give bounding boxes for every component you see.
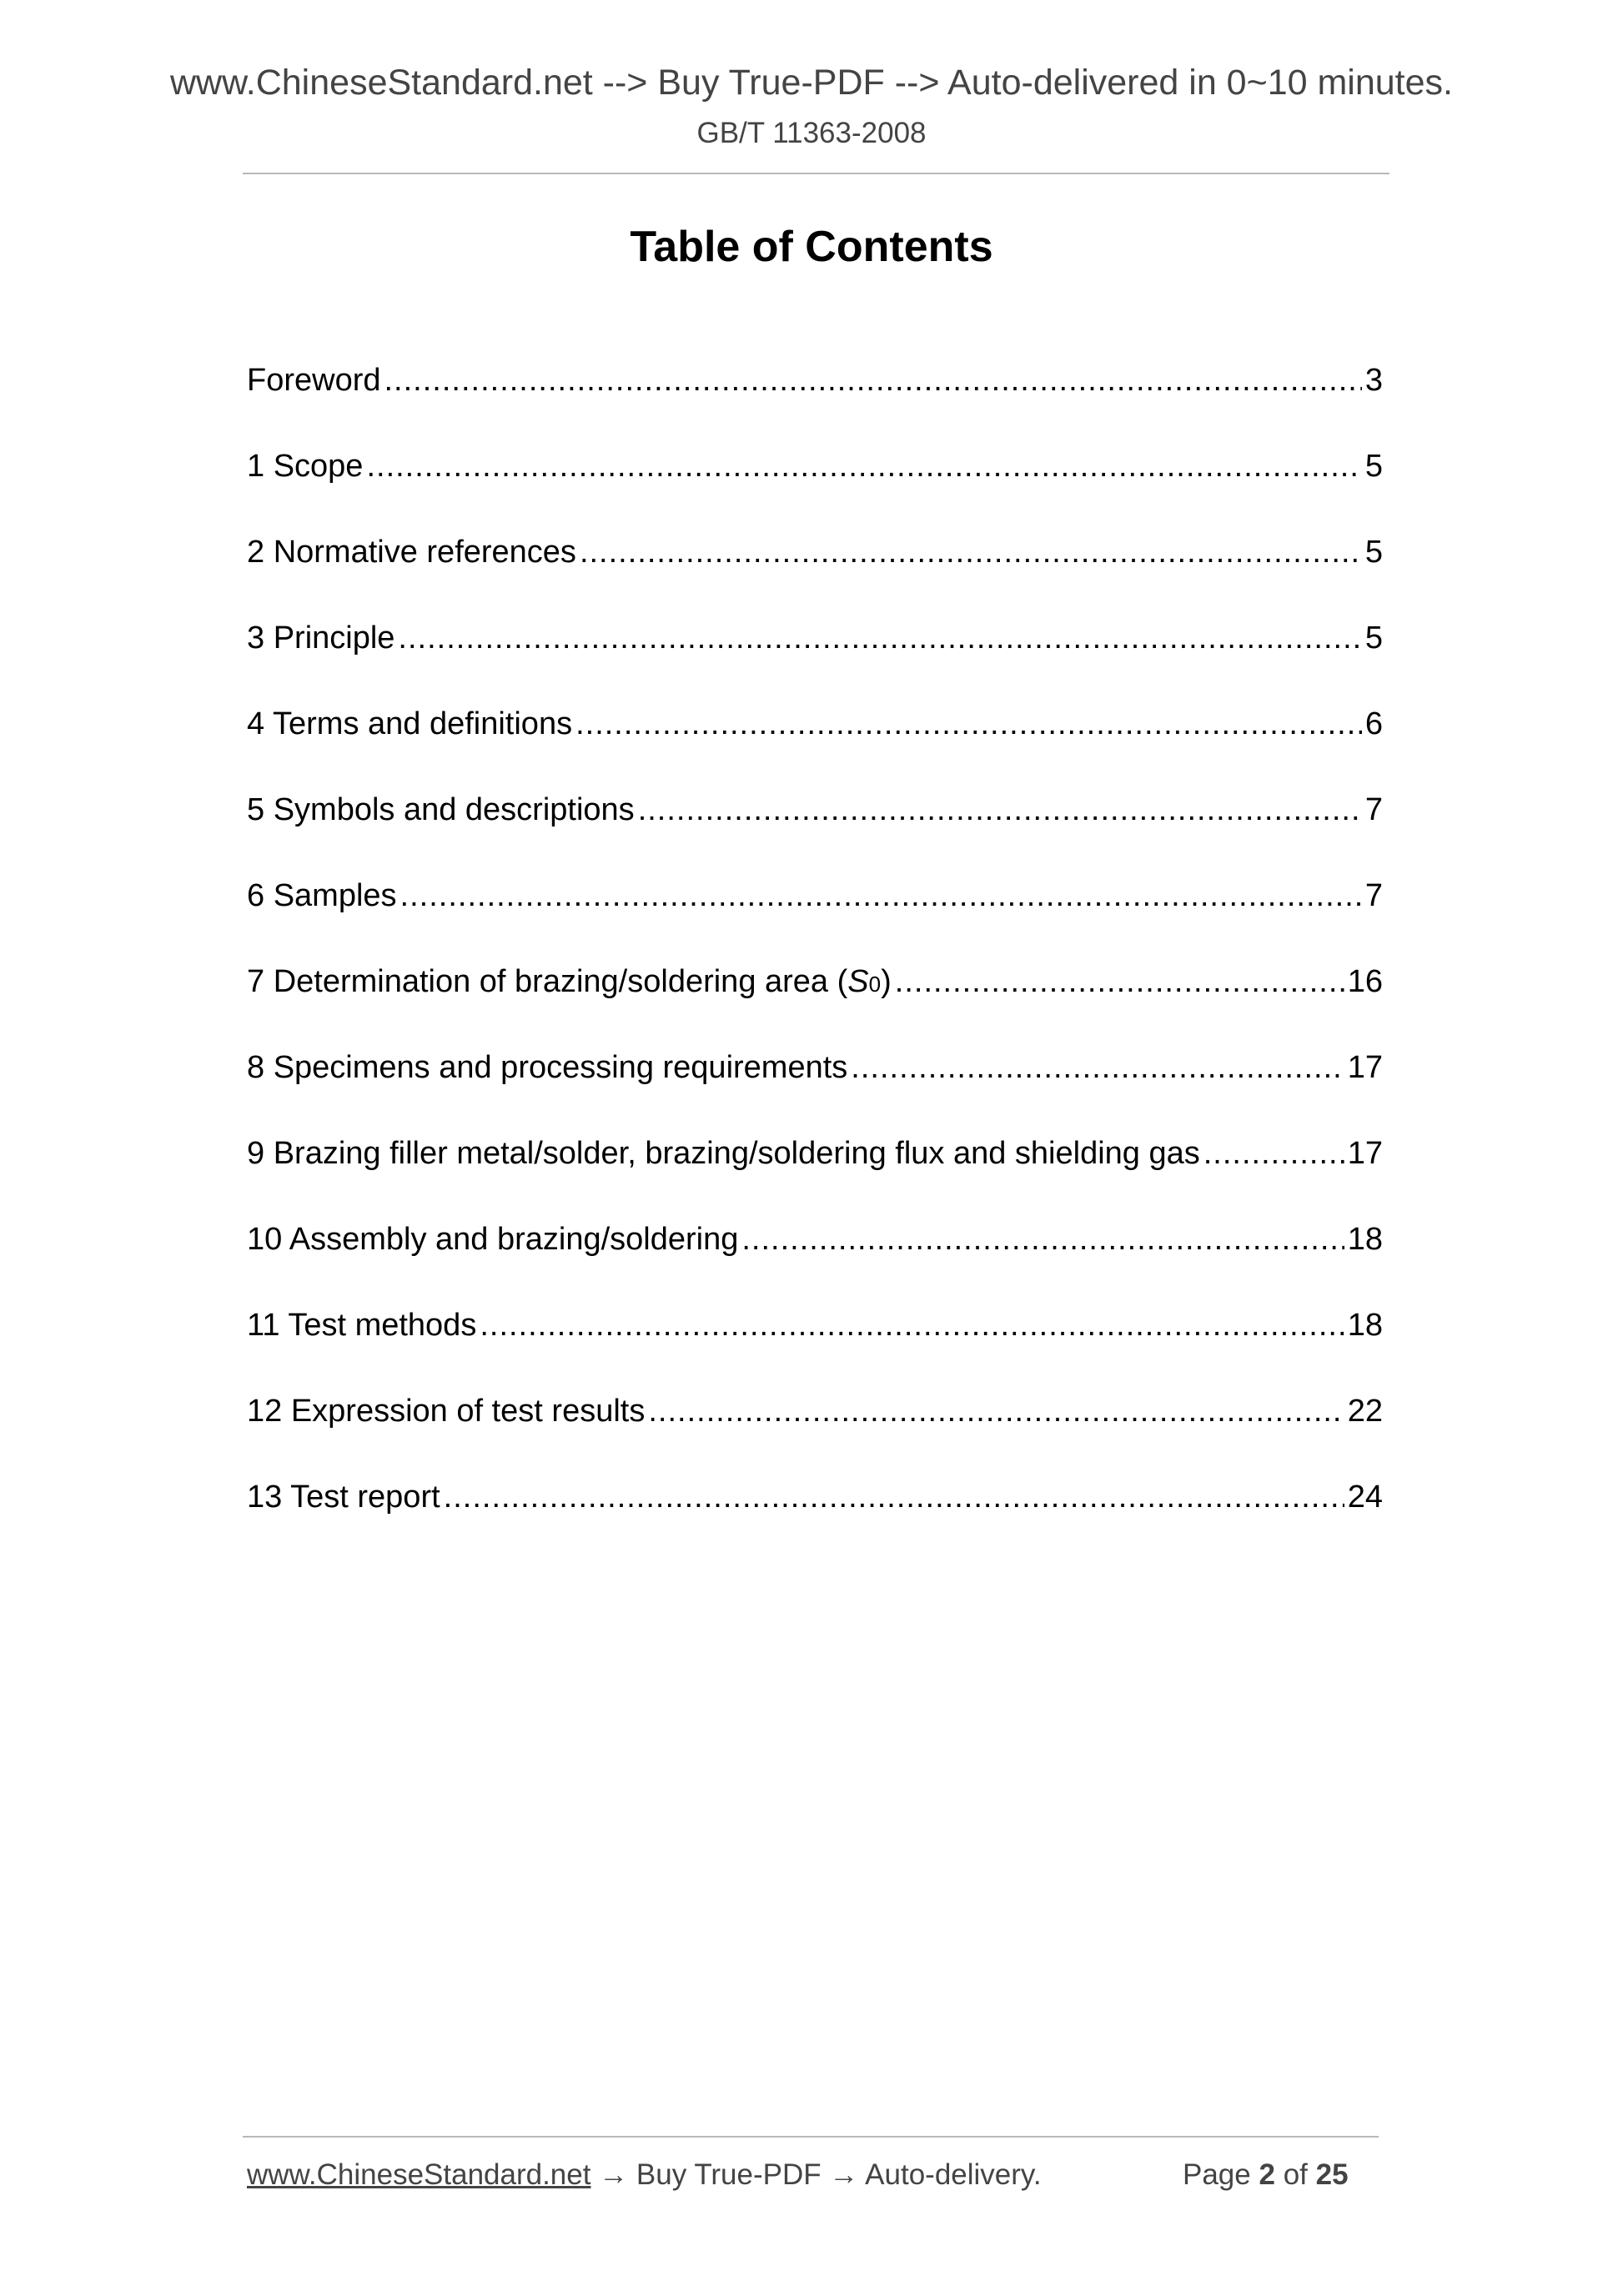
document-code: GB/T 11363-2008 [696, 117, 927, 149]
toc-entry-label: 11 Test methods [247, 1308, 477, 1343]
toc-entry-filler-metal[interactable] [247, 1130, 1383, 1216]
page-indicator [1183, 2160, 1349, 2189]
toc-entry-page: 17 [1347, 1136, 1383, 1171]
toc-entry-page: 5 [1364, 535, 1383, 570]
footer-site-link[interactable]: www.ChineseStandard.net [247, 2158, 591, 2191]
header-banner: www.ChineseStandard.net --> Buy True-PDF --> Auto-delivered in 0~10 minutes. [169, 63, 1453, 103]
footer-divider [243, 2136, 1379, 2138]
area-symbol: S [847, 964, 869, 999]
toc-entry-terms-and-definitions[interactable] [247, 701, 1383, 786]
toc-entry-page: 22 [1347, 1394, 1383, 1429]
toc-entry-label-suffix: ) [881, 964, 892, 999]
footer-tagline: → Buy True-PDF → Auto-delivery. [590, 2158, 1042, 2191]
toc-entry-label: 5 Symbols and descriptions [247, 792, 635, 827]
toc-dot-leader [366, 443, 1361, 490]
toc-entry-label: 9 Brazing filler metal/solder, brazing/soldering flux and shielding gas [247, 1136, 1200, 1171]
area-symbol-subscript: 0 [868, 972, 882, 997]
toc-entry-page: 17 [1347, 1050, 1383, 1085]
footer-left [247, 2160, 1042, 2189]
toc-dot-leader [851, 1044, 1344, 1091]
toc-entry-principle[interactable] [247, 615, 1383, 701]
toc-entry-label: 1 Scope [247, 449, 364, 484]
toc-entry-label: 3 Principle [247, 620, 395, 656]
toc-entry-page: 7 [1364, 878, 1383, 913]
toc-dot-leader [895, 958, 1344, 1005]
toc-entry-page: 18 [1347, 1222, 1383, 1257]
toc-entry-page: 7 [1364, 792, 1383, 827]
toc-dot-leader [741, 1216, 1344, 1263]
toc-entry-page: 5 [1364, 449, 1383, 484]
toc-dot-leader [400, 872, 1362, 919]
toc-entry-label: 10 Assembly and brazing/soldering [247, 1222, 739, 1257]
toc-entry-specimens[interactable] [247, 1044, 1383, 1130]
toc-dot-leader [480, 1302, 1344, 1349]
toc-entry-samples[interactable] [247, 872, 1383, 958]
toc-entry-label: 2 Normative references [247, 535, 576, 570]
toc-dot-leader [638, 786, 1362, 833]
of-word: of [1283, 2158, 1308, 2191]
toc-entry-page: 5 [1364, 620, 1383, 656]
toc-entry-normative-references[interactable] [247, 529, 1383, 615]
toc-entry-label: 4 Terms and definitions [247, 706, 573, 741]
toc-entry-label: 6 Samples [247, 878, 397, 913]
toc-dot-leader [444, 1474, 1344, 1520]
toc-entry-label-prefix: 7 Determination of brazing/soldering area ( [247, 964, 848, 999]
toc-dot-leader [384, 357, 1362, 404]
toc-dot-leader [580, 529, 1362, 575]
toc-entry-foreword[interactable] [247, 357, 1383, 443]
toc-entry-label: 12 Expression of test results [247, 1394, 646, 1429]
toc-entry-label: 8 Specimens and processing requirements [247, 1050, 848, 1085]
header-divider [243, 173, 1389, 174]
toc-entry-test-results[interactable] [247, 1388, 1383, 1474]
current-page-number: 2 [1259, 2158, 1275, 2191]
toc-entry-scope[interactable] [247, 443, 1383, 529]
toc-dot-leader [398, 615, 1361, 661]
toc-dot-leader [1203, 1130, 1344, 1177]
toc-entry-assembly[interactable] [247, 1216, 1383, 1302]
toc-entry-page: 6 [1364, 706, 1383, 741]
toc-entry-page: 18 [1347, 1308, 1383, 1343]
toc-entry-brazing-area[interactable] [247, 958, 1383, 1044]
toc-entry-label [247, 958, 892, 1007]
toc-dot-leader [648, 1388, 1344, 1434]
toc-entry-test-methods[interactable] [247, 1302, 1383, 1388]
toc-entry-test-report[interactable] [247, 1474, 1383, 1560]
toc-title: Table of Contents [630, 223, 993, 271]
toc-entry-symbols-and-descriptions[interactable] [247, 786, 1383, 872]
toc-list [247, 357, 1383, 1560]
toc-entry-page: 3 [1364, 363, 1383, 398]
toc-entry-label: 13 Test report [247, 1480, 440, 1515]
total-page-count: 25 [1315, 2158, 1349, 2191]
page-word: Page [1183, 2158, 1251, 2191]
toc-entry-page: 16 [1347, 964, 1383, 999]
toc-entry-label: Foreword [247, 363, 381, 398]
toc-entry-page: 24 [1347, 1480, 1383, 1515]
toc-dot-leader [575, 701, 1362, 747]
